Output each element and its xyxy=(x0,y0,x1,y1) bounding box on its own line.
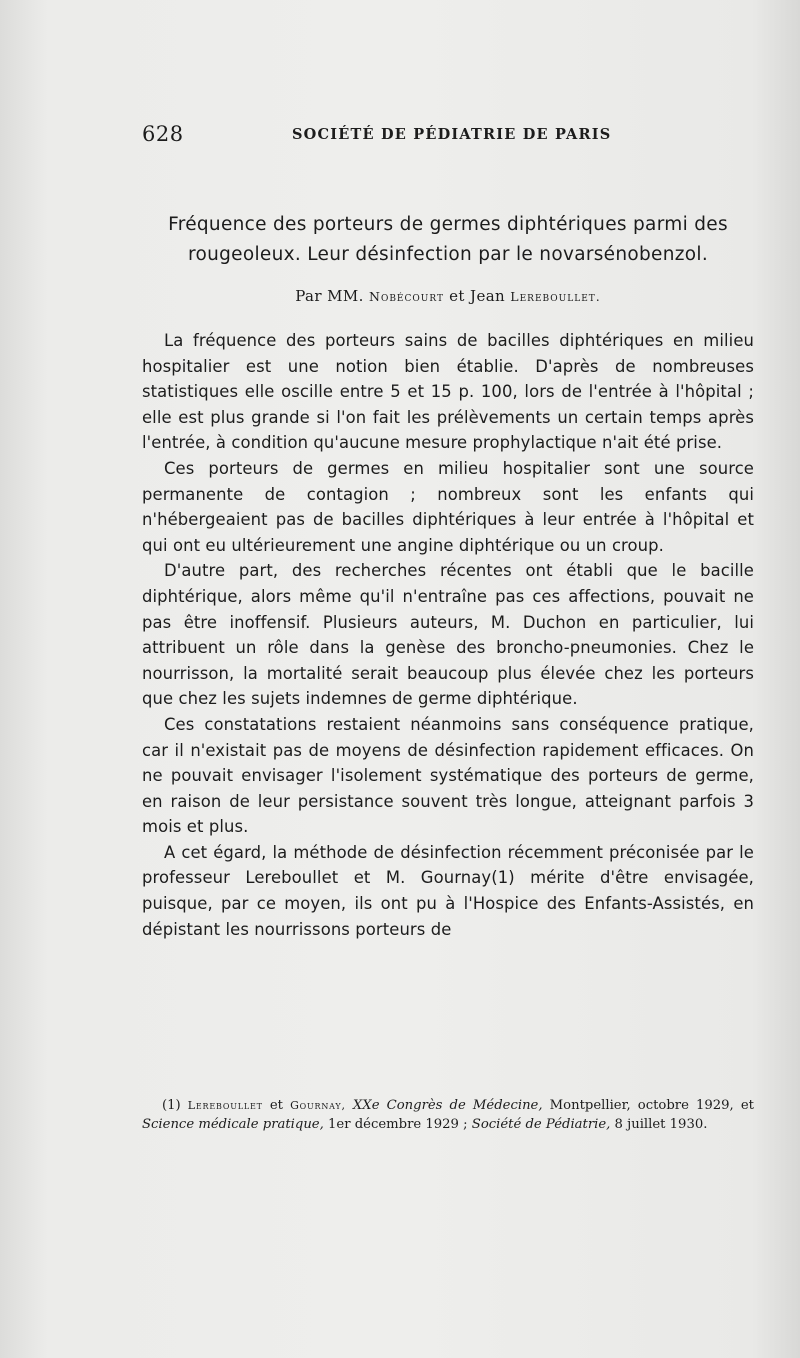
footnote-marker: (1) xyxy=(162,1098,181,1113)
paragraph: Ces porteurs de germes en milieu hospitalier sont une source permanente de contagion ; nombreux sont les enfants qui n'hébergeaient pas de bacilles diphtériques à leur entrée à l'hôpital et qui ont eu ultérieurement une angine diphtérique ou un croup. xyxy=(142,458,754,555)
paragraph: La fréquence des porteurs sains de bacilles diphtériques en milieu hospitalier est une notion bien établie. D'après de nombreuses statistiques elle oscille entre 5 et 15 p. 100, lors de l'entrée à l'hôpital ; elle est plus grande si l'on fait les prélèvements un certain temps après l'entrée, à condition qu'aucune mesure prophylactique n'ait été prise. xyxy=(142,331,754,453)
footnote-text-part: 8 juillet 1930. xyxy=(614,1117,708,1132)
footnote-text-part: 1er décembre 1929 ; xyxy=(328,1117,468,1132)
paragraph: D'autre part, des recherches récentes ont établi que le bacille diphtérique, alors même qu'il n'entraîne pas ces affections, pouvait ne pas être inoffensif. Plusieurs auteurs, M. Duchon en particulier, lui attribuent un rôle dans la genèse des broncho-pneumonies. Chez le nourrisson, la mortalité serait beaucoup plus élevée chez les porteurs que chez les sujets indemnes de germe diphtérique. xyxy=(142,561,754,709)
footnote-journal: Science médicale pratique, xyxy=(142,1117,324,1132)
byline xyxy=(142,287,754,305)
running-head: SOCIÉTÉ DE PÉDIATRIE DE PARIS xyxy=(292,126,612,143)
article-body xyxy=(142,328,754,942)
article-title: Fréquence des porteurs de germes diphtériques parmi des rougeoleux. Leur désinfection par le novarsénobenzol. xyxy=(168,214,728,265)
paragraph: A cet égard, la méthode de désinfection récemment préconisée par le professeur Lereboullet et M. Gournay(1) mérite d'être envisagée, puisque, par ce moyen, ils ont pu à l'Hospice des Enfants-Assistés, en dépistant les nourrissons porteurs de xyxy=(142,842,754,939)
footnote-congress: XXe Congrès de Médecine, xyxy=(352,1098,543,1113)
footnote-text xyxy=(142,1096,754,1134)
footnote xyxy=(142,1096,754,1134)
footnote-author: Gournay, xyxy=(290,1099,346,1112)
byline-prefix: Par MM. xyxy=(295,287,364,305)
footnote-journal: Société de Pédiatrie, xyxy=(471,1117,611,1132)
byline-middle: et Jean xyxy=(449,287,506,305)
author-name: Lereboullet. xyxy=(510,289,601,304)
footnote-text-part: Montpellier, octobre 1929, et xyxy=(549,1098,754,1113)
author-name: Nobécourt xyxy=(369,289,444,304)
page-header xyxy=(142,122,754,152)
paragraph: Ces constatations restaient néanmoins sans conséquence pratique, car il n'existait pas de moyens de désinfection rapidement efficaces. On ne pouvait envisager l'isolement systématique des porteurs de germe, en raison de leur persistance souvent très longue, atteignant parfois 3 mois et plus. xyxy=(142,714,754,837)
page-number: 628 xyxy=(142,122,184,146)
footnote-author: Lereboullet xyxy=(187,1099,263,1112)
footnote-conj: et xyxy=(269,1098,283,1113)
